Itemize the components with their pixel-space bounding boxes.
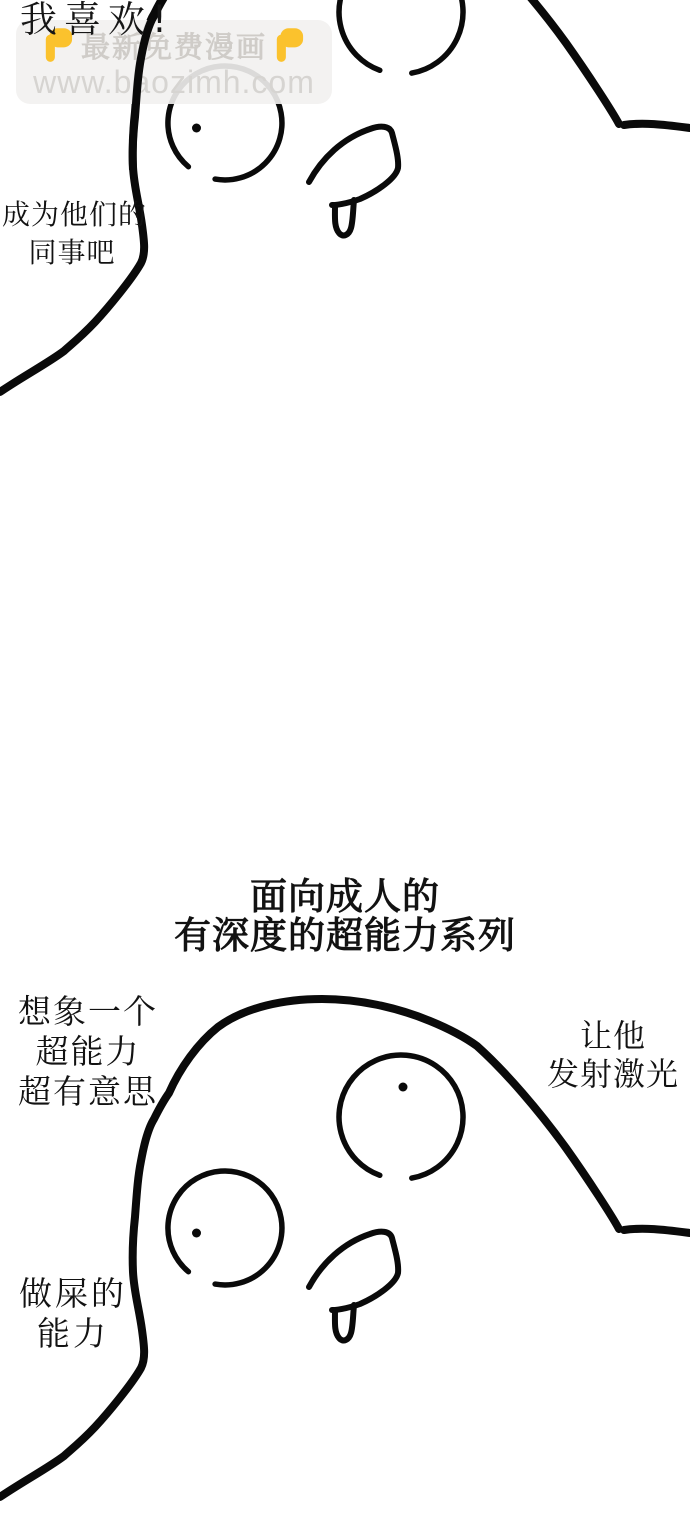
caption-laser [536,1017,690,1093]
series-title [0,877,690,955]
caption-poop-line2: 能力 [37,1314,109,1353]
series-title-line1: 面向成人的 [250,875,440,918]
backhand-index-pointing-down-icon [275,27,304,64]
watermark-text: 最新免费漫画 [80,29,267,64]
caption-colleague-line2: 同事吧 [28,236,116,269]
caption-laser-line1: 让他 [579,1017,646,1055]
caption-laser-line2: 发射激光 [546,1055,679,1093]
caption-like: 我喜欢! [20,0,174,41]
caption-colleague [2,196,148,272]
caption-poop-line1: 做屎的 [19,1274,127,1313]
caption-imagine-line3: 超有意思 [18,1072,158,1111]
caption-imagine [0,992,176,1112]
caption-imagine-line2: 超能力 [35,1032,141,1071]
watermark-url: www.baozimh.com [33,64,315,100]
series-title-line2: 有深度的超能力系列 [174,914,516,957]
caption-imagine-line1: 想象一个 [18,992,158,1031]
caption-colleague-line1: 成为他们的 [2,198,148,231]
caption-poop [0,1274,146,1354]
